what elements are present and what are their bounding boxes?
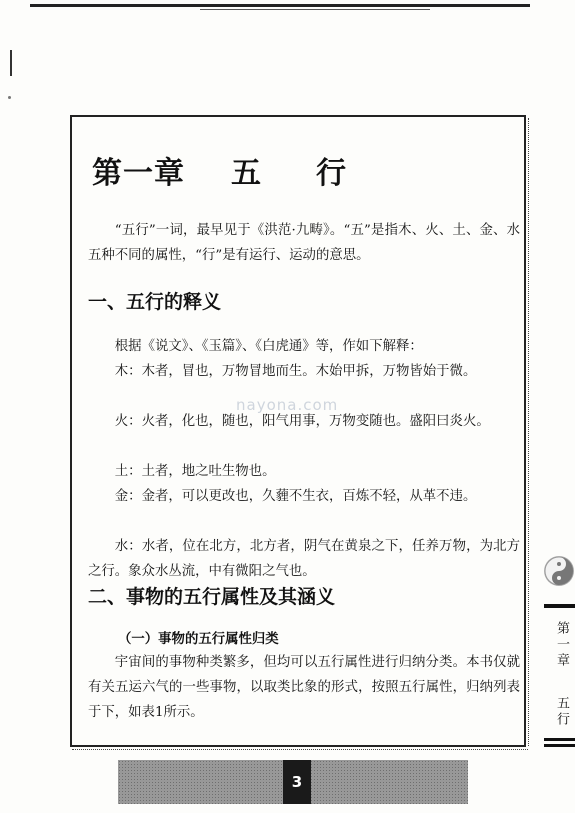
top-rule-thin — [200, 9, 430, 10]
frame-shadow-bottom — [72, 749, 528, 751]
section2-paragraph: 宇宙间的事物种类繁多，但均可以五行属性进行归纳分类。本书仅就有关五运六气的一些事物，以取类比象的形式，按照五行属性，归纳列表于下，如表1所示。 — [88, 655, 520, 720]
page-number: 3 — [283, 760, 311, 804]
chapter-title-char-1: 五 — [231, 156, 262, 191]
section-heading-2: 二、事物的五行属性及其涵义 — [88, 586, 336, 608]
definition-earth: 土：土者，地之吐生物也。 — [114, 464, 276, 479]
definition-wood: 木：木者，冒也，万物冒地而生。木始甲拆，万物皆始于微。 — [114, 364, 477, 379]
side-tab-section-label: 五行 — [554, 696, 569, 728]
side-tab-chapter-label: 第一章 — [554, 621, 569, 669]
chapter-title — [92, 148, 347, 192]
side-tab-bar-bottom-2 — [544, 744, 575, 747]
yinyang-icon — [544, 556, 574, 586]
scan-dot — [8, 96, 11, 99]
intro-paragraph: “五行”一词，最早见于《洪范·九畴》。“五”是指木、火、土、金、水五种不同的属性，“行”是有运行、运动的意思。 — [88, 223, 520, 263]
frame-shadow-right — [528, 118, 530, 746]
watermark: nayona.com — [236, 396, 339, 414]
side-tab-bar-top — [544, 604, 575, 608]
chapter-title-char-2: 行 — [316, 156, 347, 191]
section1-lead: 根据《说文》、《玉篇》、《白虎通》等，作如下解释： — [114, 339, 423, 354]
subsection-heading: （一）事物的五行属性归类 — [118, 632, 279, 647]
chapter-number: 第一章 — [92, 156, 185, 191]
side-tab-bar-bottom-1 — [544, 738, 575, 741]
definition-water: 水：水者，位在北方，北方者，阴气在黄泉之下，任养万物，为北方之行。象众水丛流，中有微阳之气也。 — [88, 539, 520, 579]
definition-fire: 火：火者，化也，随也，阳气用事，万物变随也。盛阳曰炎火。 — [114, 414, 490, 429]
section-heading-1: 一、五行的释义 — [88, 291, 222, 313]
scan-mark — [10, 50, 12, 76]
definition-metal: 金：金者，可以更改也，久薶不生衣，百炼不轻，从革不违。 — [114, 489, 477, 504]
top-rule — [30, 4, 530, 7]
